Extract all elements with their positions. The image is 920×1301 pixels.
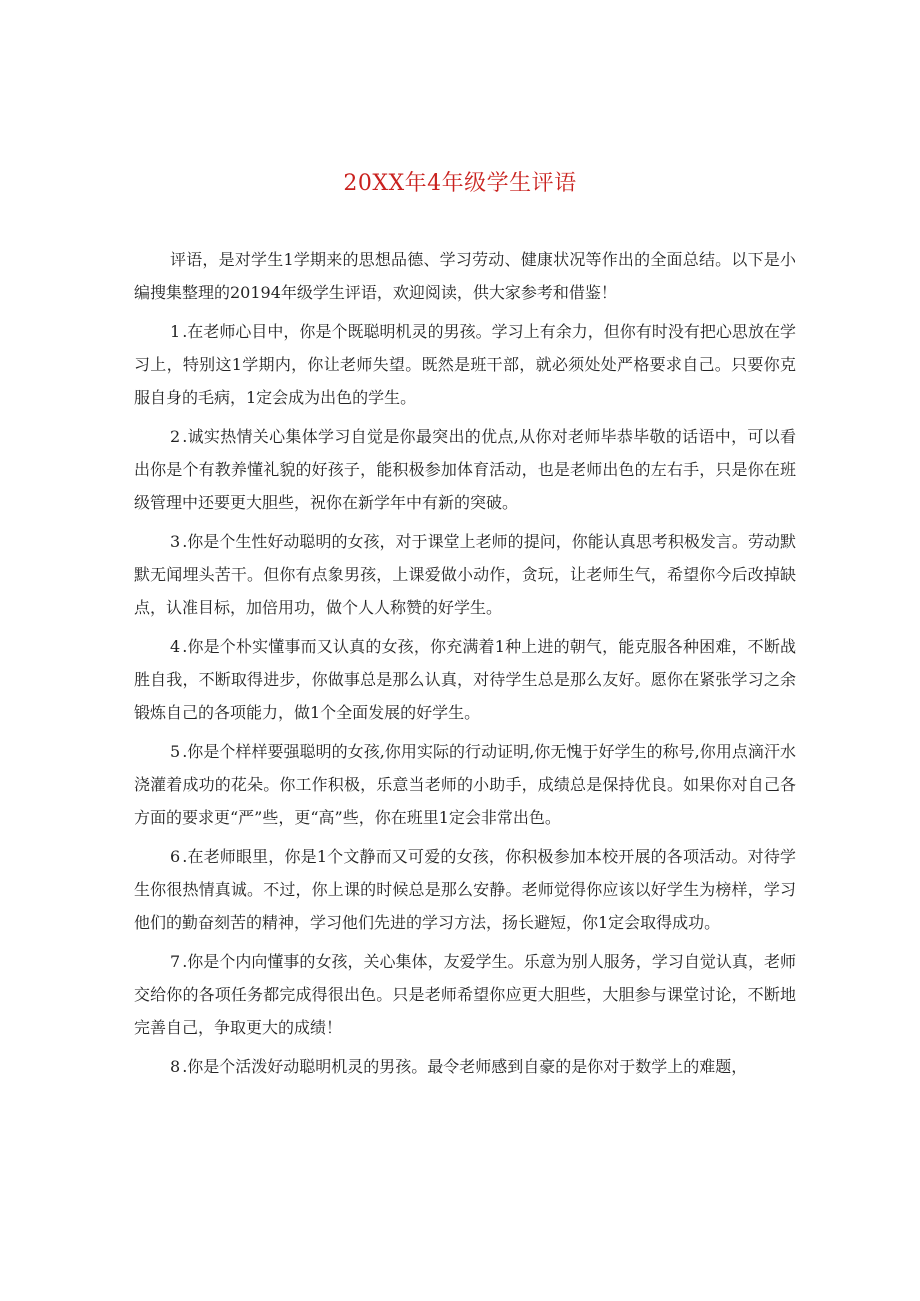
item-number: 2	[170, 427, 181, 446]
comment-item-4	[134, 630, 796, 729]
item-number: 4	[170, 637, 181, 656]
item-text: .你是个生性好动聪明的女孩，对于课堂上老师的提问，你能认真思考积极发言。劳动默默无闻埋头苦干。但你有点象男孩，上课爱做小动作，贪玩，让老师生气，希望你今后改掉缺点，认准目标，加倍用功，做个人人称赞的好学生。	[134, 532, 796, 617]
item-number: 7	[170, 952, 181, 971]
comment-item-8	[134, 1050, 796, 1083]
item-number: 1	[170, 322, 181, 341]
item-text: .在老师心目中，你是个既聪明机灵的男孩。学习上有余力，但你有时没有把心思放在学习上，特别这1学期内，你让老师失望。既然是班干部，就必须处处严格要求自己。只要你克服自身的毛病，1定会成为出色的学生。	[134, 322, 796, 407]
item-text: .你是个朴实懂事而又认真的女孩，你充满着1种上进的朝气，能克服各种困难，不断战胜自我，不断取得进步，你做事总是那么认真，对待学生总是那么友好。愿你在紧张学习之余锻炼自己的各项能力，做1个全面发展的好学生。	[134, 637, 796, 722]
comment-item-5	[134, 735, 796, 834]
item-text: .你是个样样要强聪明的女孩,你用实际的行动证明,你无愧于好学生的称号,你用点滴汗水浇灌着成功的花朵。你工作积极，乐意当老师的小助手，成绩总是保持优良。如果你对自己各方面的要求更“严”些，更“高”些，你在班里1定会非常出色。	[134, 742, 796, 827]
comment-item-1	[134, 315, 796, 414]
item-number: 8	[170, 1057, 181, 1076]
item-number: 6	[170, 847, 181, 866]
document-title: 20XX年4年级学生评语	[343, 171, 577, 196]
item-number: 5	[170, 742, 181, 761]
item-text: .你是个活泼好动聪明机灵的男孩。最令老师感到自豪的是你对于数学上的难题，	[182, 1057, 748, 1076]
intro-paragraph: 评语，是对学生1学期来的思想品德、学习劳动、健康状况等作出的全面总结。以下是小编搜集整理的20194年级学生评语，欢迎阅读，供大家参考和借鉴！	[134, 250, 796, 302]
comment-item-6	[134, 840, 796, 939]
comment-item-7	[134, 945, 796, 1044]
comment-item-3	[134, 525, 796, 624]
item-text: .在老师眼里，你是1个文静而又可爱的女孩，你积极参加本校开展的各项活动。对待学生你很热情真诚。不过，你上课的时候总是那么安静。老师觉得你应该以好学生为榜样，学习他们的勤奋刻苦的精神，学习他们先进的学习方法，扬长避短，你1定会取得成功。	[134, 847, 796, 932]
item-text: .诚实热情关心集体学习自觉是你最突出的优点,从你对老师毕恭毕敬的话语中，可以看出你是个有教养懂礼貌的好孩子，能积极参加体育活动，也是老师出色的左右手，只是你在班级管理中还要更大胆些，祝你在新学年中有新的突破。	[134, 427, 796, 512]
comment-item-2	[134, 420, 796, 519]
document-body	[134, 243, 796, 1089]
item-number: 3	[170, 532, 181, 551]
item-text: .你是个内向懂事的女孩，关心集体，友爱学生。乐意为别人服务，学习自觉认真，老师交给你的各项任务都完成得很出色。只是老师希望你应更大胆些，大胆参与课堂讨论，不断地完善自己，争取更大的成绩！	[134, 952, 796, 1037]
